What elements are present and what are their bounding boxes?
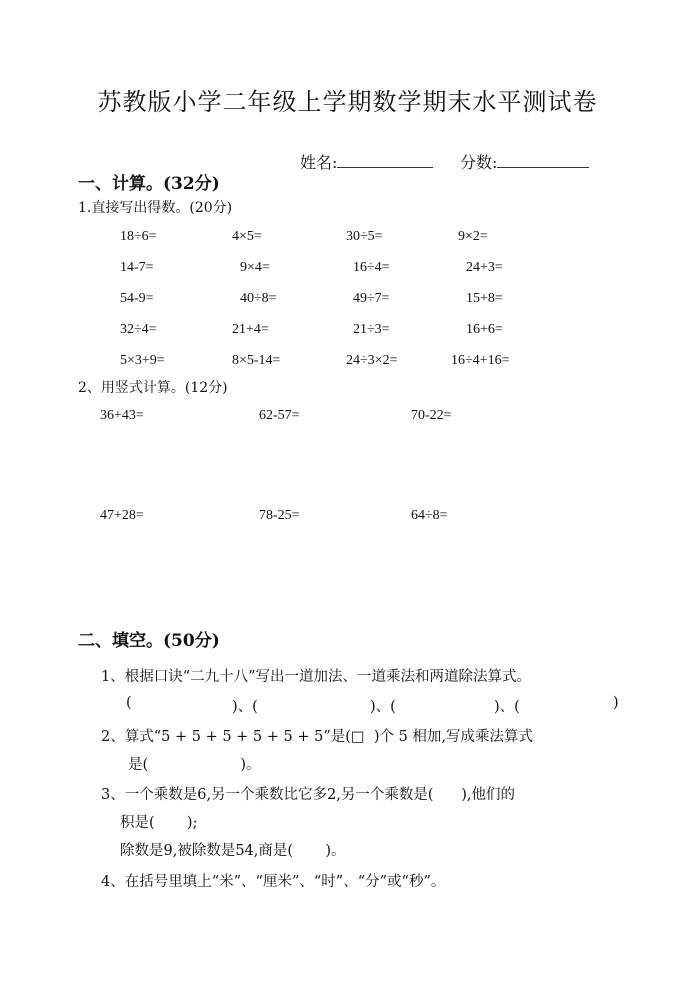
- name-blank[interactable]: [337, 153, 433, 168]
- answer-paren-open: (: [126, 695, 132, 711]
- equation: 8×5-14=: [232, 353, 281, 368]
- equation: 9×2=: [458, 229, 488, 244]
- page-title: 苏教版小学二年级上学期数学期末水平测试卷: [97, 88, 598, 116]
- equation: 18÷6=: [120, 229, 157, 244]
- name-field[interactable]: [300, 150, 433, 173]
- equation: 32÷4=: [120, 322, 157, 337]
- section1-heading: 一、计算。(32分): [78, 174, 220, 194]
- equation: 49÷7=: [353, 291, 390, 306]
- equation: 21÷3=: [353, 322, 390, 337]
- fill-item-2-answer[interactable]: 是( )。: [128, 757, 261, 773]
- equation: 30÷5=: [346, 229, 383, 244]
- answer-separator: )、(: [232, 699, 258, 715]
- answer-paren-close: ): [613, 695, 619, 711]
- equation: 24÷3×2=: [346, 353, 398, 368]
- score-label: 分数:: [460, 153, 498, 172]
- equation: 4×5=: [232, 229, 262, 244]
- equation: 21+4=: [232, 322, 269, 337]
- equation: 47+28=: [100, 508, 144, 523]
- score-blank[interactable]: [497, 153, 589, 168]
- equation: 16+6=: [466, 322, 503, 337]
- equation: 16÷4=: [353, 260, 390, 275]
- equation: 40÷8=: [240, 291, 277, 306]
- fill-item-3-product[interactable]: 积是( );: [120, 815, 198, 831]
- equation: 54-9=: [120, 291, 154, 306]
- equation: 16÷4+16=: [451, 353, 510, 368]
- equation: 70-22=: [411, 408, 452, 423]
- answer-separator: )、(: [494, 699, 520, 715]
- fill-item-2: 2、算式“5 + 5 + 5 + 5 + 5 + 5”是(□ )个 5 相加,写成乘法算式: [101, 729, 534, 745]
- fill-item-3-quotient[interactable]: 除数是9,被除数是54,商是( )。: [120, 843, 346, 859]
- equation: 5×3+9=: [120, 353, 165, 368]
- fill-item-1: 1、根据口诀“二九十八”写出一道加法、一道乘法和两道除法算式。: [101, 669, 532, 685]
- equation: 36+43=: [100, 408, 144, 423]
- q2-heading: 2、用竖式计算。(12分): [78, 380, 228, 396]
- section2-heading: 二、填空。(50分): [78, 631, 220, 651]
- fill-item-3: 3、一个乘数是6,另一个乘数比它多2,另一个乘数是( ),他们的: [101, 787, 515, 803]
- equation: 24+3=: [466, 260, 503, 275]
- equation: 64÷8=: [411, 508, 448, 523]
- q1-heading: 1.直接写出得数。(20分): [78, 200, 233, 216]
- answer-separator: )、(: [370, 699, 396, 715]
- equation: 78-25=: [259, 508, 300, 523]
- name-label: 姓名:: [300, 153, 338, 172]
- equation: 9×4=: [240, 260, 270, 275]
- equation: 15+8=: [466, 291, 503, 306]
- equation: 62-57=: [259, 408, 300, 423]
- score-field[interactable]: [460, 150, 589, 173]
- equation: 14-7=: [120, 260, 154, 275]
- fill-item-4: 4、在括号里填上“米”、“厘米”、“时”、“分”或“秒”。: [101, 874, 446, 890]
